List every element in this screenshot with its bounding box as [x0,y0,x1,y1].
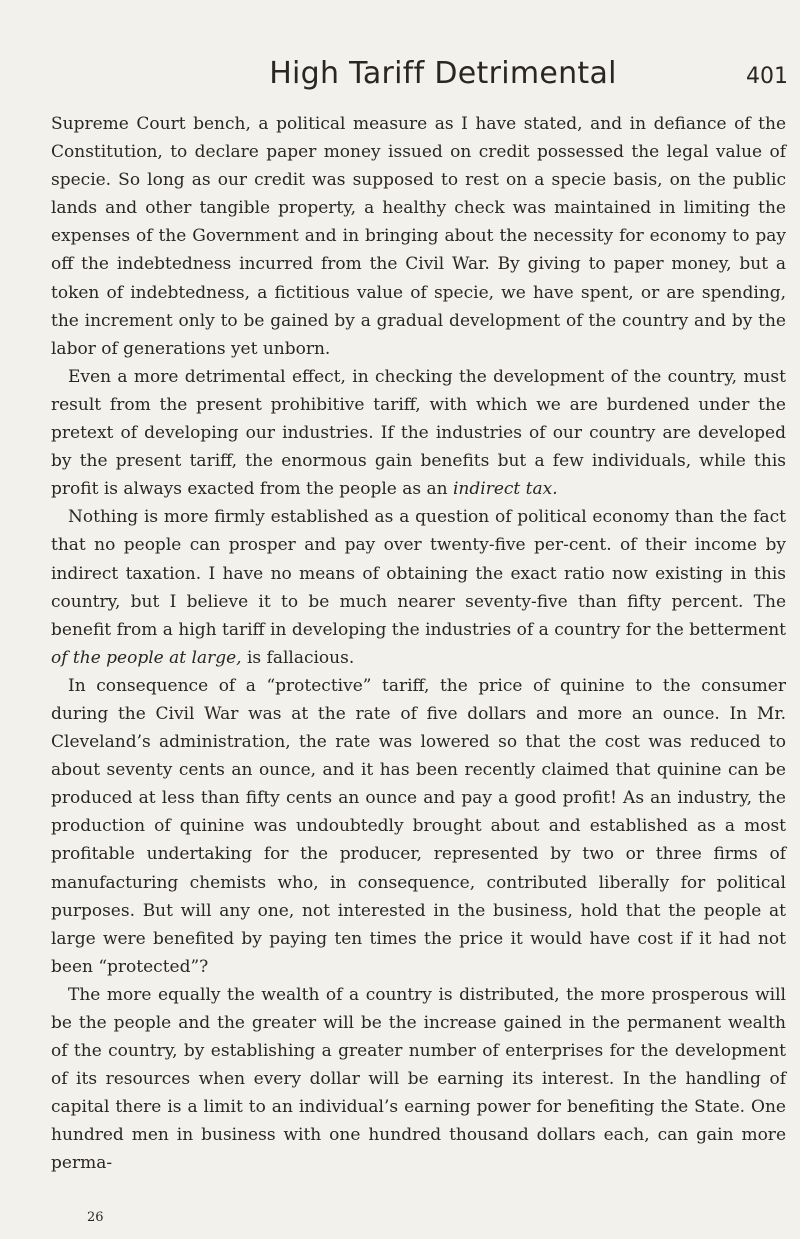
paragraph-2-text: Even a more detrimental effect, in checking the development of the country, must result from the present prohibitive tariff, with which we are burdened under the pretext of developing our industries. If the industries of our country are developed by the present tariff, the enormous gain benefits but a few individuals, while this profit is always exacted from the people as an [51,366,786,500]
page-header [98,56,788,106]
signature-mark: 26 [87,1210,104,1225]
paragraph-1: Supreme Court bench, a political measure as I have stated, and in defiance of the Constitution, to declare paper money issued on credit possessed the legal value of specie. So long as our credit was supposed to rest on a specie basis, on the public lands and other tangible property, a healthy check was maintained in limiting the expenses of the Government and in bringing about the necessity for economy to pay off the indebtedness incurred from the Civil War. By giving to paper money, but a token of indebtedness, a fictitious value of specie, we have spent, or are spending, the increment only to be gained by a gradual development of the country and by the labor of generations yet unborn. [51,114,786,359]
paragraph-3-tail: is fallacious. [241,647,355,668]
emphasis-people-at-large: of the people at large, [51,647,242,668]
paragraph-4: In consequence of a “protective” tariff, the price of quinine to the consumer during the Civil War was at the rate of five dollars and more an ounce. In Mr. Cleveland’s administration, the rate was lowered so that the cost was reduced to about seventy cents an ounce, and it has been recently claimed that quinine can be produced at less than fifty cents an ounce and pay a good profit! As an industry, the production of quinine was undoubtedly brought about and established as a most profitable undertaking for the producer, represented by two or three firms of manufacturing chemists who, in consequence, contributed liberally for political purposes. But will any one, not interested in the business, hold that the people at large were benefited by paying ten times the price it would have cost if it had not been “protected”? [51,675,786,977]
paragraph-3 [51,503,786,672]
emphasis-indirect-tax: indirect tax. [453,479,558,500]
body-text [51,110,786,1178]
page-number: 401 [746,64,788,89]
running-title: High Tariff Detrimental [269,56,617,91]
paragraph-5: The more equally the wealth of a country is distributed, the more prosperous will be the people and the greater will be the increase gained in the permanent wealth of the country, by establishing a greater number of enterprises for the development of its resources when every dollar will be earning its interest. In the handling of capital there is a limit to an individual’s earning power for benefiting the State. One hundred men in business with one hundred thousand dollars each, can gain more perma- [51,984,786,1174]
paragraph-3-text: Nothing is more firmly established as a question of political economy than the fact that no people can prosper and pay over twenty-five per-cent. of their income by indirect taxation. I have no means of obtaining the exact ratio now existing in this country, but I believe it to be much nearer seventy-five than fifty percent. The benefit from a high tariff in developing the industries of a country for the betterment [51,507,786,640]
paragraph-2 [51,363,786,503]
